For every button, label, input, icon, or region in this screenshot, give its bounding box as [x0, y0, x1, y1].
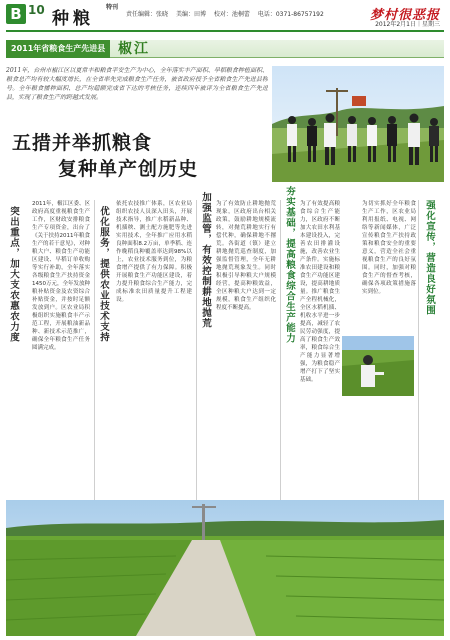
section-body-4-continued	[342, 402, 414, 496]
column-divider	[418, 200, 419, 500]
section-number: 10	[28, 3, 45, 17]
section-body-3: 为了有效防止耕地抛荒现象，区政府出台相关政策，鼓励耕地规模流转，对抛荒耕地实行有偿代种，确保耕地不撂荒。各街道（镇）建立耕地抛荒巡查制度，加强监督管理，全年无耕地抛荒现象发生。同时积极引导种粮大户规模经营，提高种粮效益，全区种粮大户达到一定规模，粮食生产组织化程度不断提高。	[216, 201, 276, 311]
designer-credit: 美编：田博	[175, 11, 206, 18]
section-subtitle: 特刊	[106, 4, 119, 11]
phone-credit: 电话：0371-86757192	[257, 11, 324, 18]
proof-credit: 校对：池桐蕾	[213, 11, 250, 18]
official-in-rice-field-photo	[342, 336, 414, 396]
kicker-bar	[6, 40, 444, 58]
section-name: 种粮	[52, 9, 94, 29]
officials-field-photo	[272, 66, 444, 182]
county-title: 椒江	[118, 41, 150, 57]
newspaper-logo: 梦村很恶报	[369, 8, 440, 23]
rice-paddy-landscape-photo	[6, 500, 444, 636]
section-heading-5: 强化宣传，营造良好氛围	[424, 200, 435, 316]
issue-date: 2012年2月1日｜星期三	[375, 21, 440, 28]
column-divider	[196, 200, 197, 500]
section-letter-badge: B	[6, 4, 26, 24]
column-divider	[94, 200, 95, 500]
masthead-rule	[6, 30, 444, 32]
kicker-label: 2011年省粮食生产先进县	[6, 40, 110, 58]
lead-paragraph: 2011年，台州市椒江区以夏常丰和粮食平安生产为中心，全年落实丰产面积、早稻粮食种植面积、粮食总产均有较大幅度增长，在全省率先完成粮食生产任务，被省政府授予全省粮食生产先进县称号。全年粮食播种面积、总产均超额完成省下达的考核任务，连续四年被评为全省粮食生产先进县，实现了粮食生产的跨越式发展。	[6, 67, 268, 101]
section-body-1: 2011年，椒江区委、区政府高度重视粮食生产工作，区财政安排粮食生产专项资金，出台了《关于扶持2011年粮食生产的若干意见》，对种粮大户、粮食生产功能区建设、早稻订单收购等实行补助，全年落实各级粮食生产扶持资金1450万元，全年发放种粮补贴资金及农资综合补贴资金，并按时足额发放到户。区农业局积极组织实施粮食丰产示范工程，开展粮油新品种、新技术示范推广，确保全年粮食生产任务圆满完成。	[32, 201, 90, 351]
section-body-4: 为了有效提高粮食综合生产能力，区政府不断加大农田水利基本建设投入，完善农田排灌设施，改善农业生产条件。实施标准农田建设和粮食生产功能区建设，提高耕地质量。推广粮食生产全程机械化，全区水稻机插、机收水平进一步提高，减轻了农民劳动强度，提高了粮食生产效率，粮食综合生产能力显著增强，为粮食稳产增产打下了坚实基础。	[300, 201, 340, 383]
headline-line-2: 复种单产创历史	[58, 158, 199, 180]
section-heading-3: 加强监管，有效控制耕地抛荒	[200, 192, 211, 329]
section-body-2: 依托农技推广体系，区农业局组织农技人员深入田头，开展技术指导，推广水稻新品种、机插秧、测土配方施肥等先进实用技术，全年推广应用水稻良种面积8.2万亩，单季稻、连作晚稻良种覆盖率达到98%以上，农业技术服务到位，为粮食增产提供了有力保障。积极开展粮食生产功能区建设，着力提升粮食综合生产能力，完成标准农田质量提升工程建设。	[116, 201, 192, 303]
editor-credit: 责任编辑：张晓	[126, 11, 169, 18]
headline-line-1: 五措并举抓粮食	[12, 132, 153, 154]
editorial-credits	[126, 9, 326, 20]
section-heading-4: 夯实基础，提高粮食综合生产能力	[284, 186, 295, 344]
masthead	[0, 0, 450, 30]
section-heading-2: 优化服务，提供农业技术支持	[98, 206, 109, 343]
column-divider	[280, 200, 281, 500]
section-body-5: 为切实抓好全年粮食生产工作，区农业局利用报纸、电视、网络等新闻媒体，广泛宣传粮食生产扶持政策和粮食安全的重要意义，营造全社会重视粮食生产的良好氛围。同时，加强对粮食生产的督查考核，确保各项政策措施落实到位。	[362, 201, 416, 295]
section-heading-1: 突出重点，加大支农惠农力度	[8, 206, 19, 343]
